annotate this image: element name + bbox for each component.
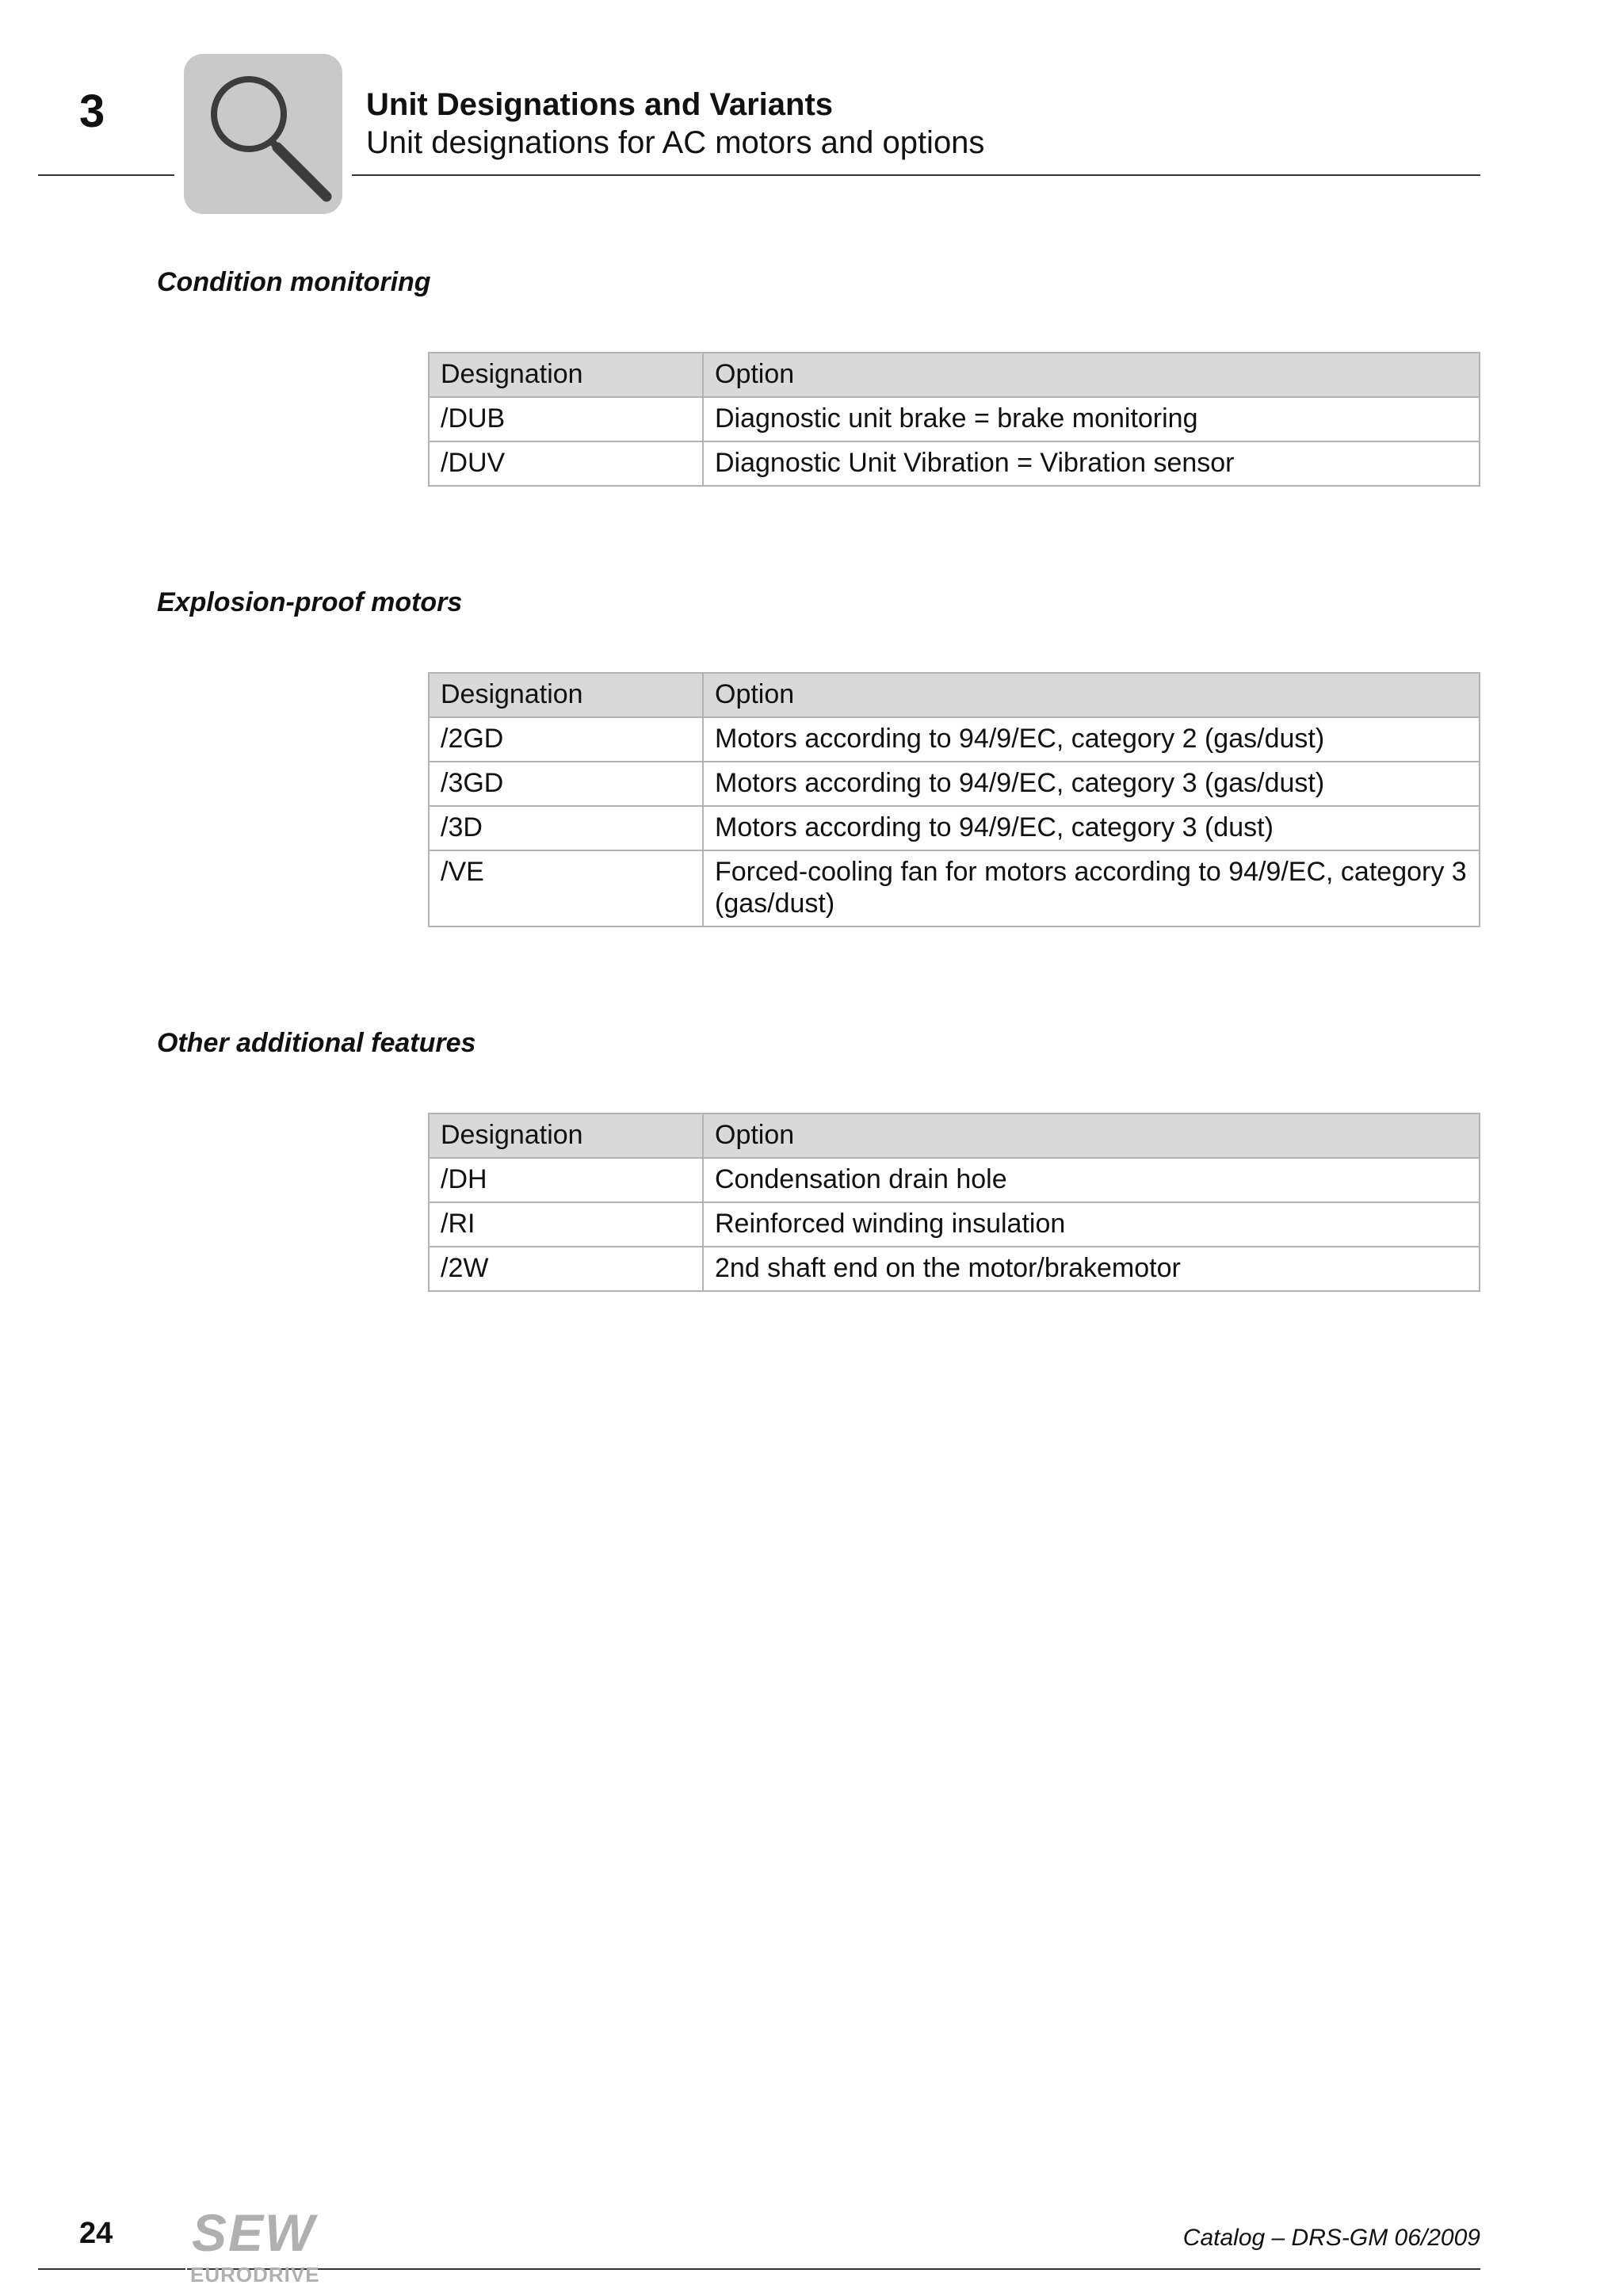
designation-cell: /VE [429, 850, 703, 926]
sew-eurodrive-logo [187, 2205, 352, 2284]
table-row [429, 806, 1480, 850]
column-header-designation: Designation [429, 673, 703, 717]
option-cell: Reinforced winding insulation [703, 1202, 1480, 1247]
header-title: Unit Designations and Variants [366, 87, 834, 122]
table-row [429, 762, 1480, 806]
column-header-option: Option [703, 673, 1480, 717]
table-row [429, 441, 1480, 486]
designation-cell: /RI [429, 1202, 703, 1247]
explosion-proof-motors-table [428, 672, 1480, 927]
table-header-row [429, 1114, 1480, 1158]
section-heading-other-additional-features: Other additional features [157, 1028, 476, 1058]
designation-cell: /3GD [429, 762, 703, 806]
section-heading-condition-monitoring: Condition monitoring [157, 267, 431, 297]
chapter-rule [38, 174, 174, 176]
chapter-number: 3 [79, 86, 105, 137]
header-subtitle: Unit designations for AC motors and options [366, 125, 985, 160]
svg-text:SEW: SEW [192, 2205, 316, 2262]
designation-cell: /DUB [429, 397, 703, 441]
designation-cell: /2W [429, 1247, 703, 1291]
option-cell: Forced-cooling fan for motors according to 94/9/EC, category 3 (gas/dust) [703, 850, 1480, 926]
designation-cell: /DUV [429, 441, 703, 486]
table-header-row [429, 673, 1480, 717]
option-cell: Motors according to 94/9/EC, category 2 (gas/dust) [703, 717, 1480, 762]
svg-text:EURODRIVE: EURODRIVE [190, 2263, 320, 2284]
column-header-designation: Designation [429, 353, 703, 397]
page-number: 24 [79, 2217, 113, 2250]
magnifier-icon [184, 54, 342, 214]
table-row [429, 717, 1480, 762]
designation-cell: /2GD [429, 717, 703, 762]
option-cell: Motors according to 94/9/EC, category 3 (dust) [703, 806, 1480, 850]
column-header-designation: Designation [429, 1114, 703, 1158]
option-cell: Motors according to 94/9/EC, category 3 (gas/dust) [703, 762, 1480, 806]
catalog-reference: Catalog – DRS-GM 06/2009 [1182, 2225, 1480, 2251]
table-row [429, 1247, 1480, 1291]
table-row [429, 397, 1480, 441]
option-cell: Diagnostic unit brake = brake monitoring [703, 397, 1480, 441]
section-heading-explosion-proof-motors: Explosion-proof motors [157, 587, 463, 617]
table-row [429, 1158, 1480, 1202]
condition-monitoring-table [428, 352, 1480, 487]
option-cell: Condensation drain hole [703, 1158, 1480, 1202]
designation-cell: /DH [429, 1158, 703, 1202]
option-cell: Diagnostic Unit Vibration = Vibration sensor [703, 441, 1480, 486]
table-row [429, 1202, 1480, 1247]
footer-rule-right [352, 2268, 1480, 2270]
header-rule [352, 174, 1480, 176]
column-header-option: Option [703, 353, 1480, 397]
option-cell: 2nd shaft end on the motor/brakemotor [703, 1247, 1480, 1291]
footer-rule-left [38, 2268, 185, 2270]
column-header-option: Option [703, 1114, 1480, 1158]
table-row [429, 850, 1480, 926]
designation-cell: /3D [429, 806, 703, 850]
other-additional-features-table [428, 1113, 1480, 1292]
table-header-row [429, 353, 1480, 397]
